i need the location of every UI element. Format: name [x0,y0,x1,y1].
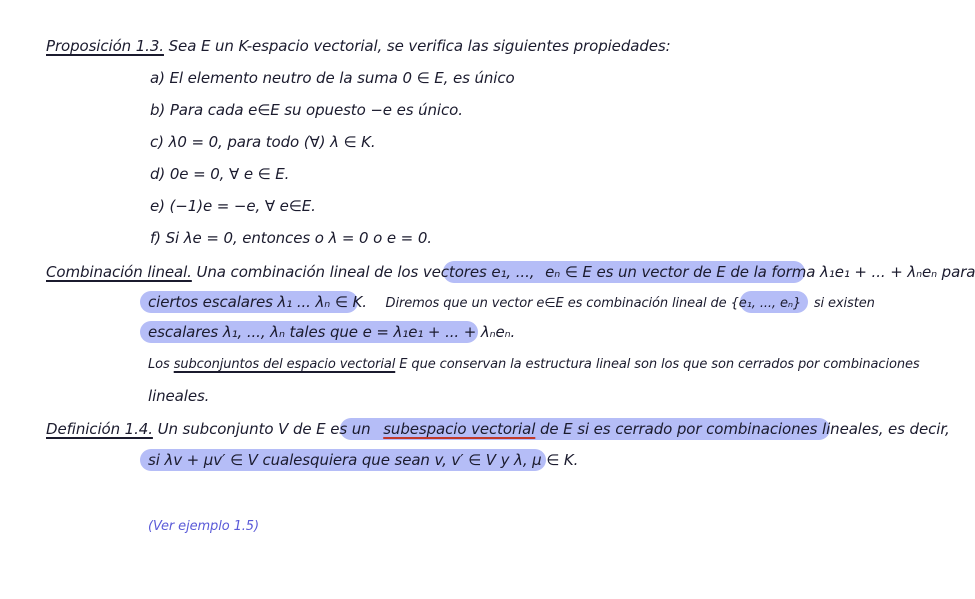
definition-line-2: si λv + μv′ ∈ V cualesquiera que sean v, v′ ∈ V y λ, μ ∈ K. [148,451,579,469]
property-c: c) λ0 = 0, para todo (∀) λ ∈ K. [150,133,376,151]
combination-line-4 [148,355,920,374]
proposition-intro-line [46,37,671,56]
definition-text-1a: Un subconjunto V de E es un [157,420,371,438]
combination-text-1b: eₙ ∈ E es un vector de E de la forma λ₁e₁ + ... + λₙeₙ para [545,263,975,281]
property-d: d) 0e = 0, ∀ e ∈ E. [150,165,290,183]
proposition-title: Proposición 1.3. [46,37,164,55]
example-reference-note: (Ver ejemplo 1.5) [148,519,259,534]
combination-text-1a: Una combinación lineal de los vectores e₁, ..., [196,263,535,281]
definition-text-1b: de E si es cerrado por combinaciones lineales, es decir, [539,420,950,438]
property-b: b) Para cada e∈E su opuesto −e es único. [150,101,463,119]
combination-line-1 [46,263,975,282]
combination-text-4b: E que conservan la estructura lineal son los que son cerrados por combinaciones [399,357,920,372]
combination-title: Combinación lineal. [46,263,192,281]
combination-line-3: escalares λ₁, ..., λₙ tales que e = λ₁e₁ + ... + λₙeₙ. [148,323,516,341]
combination-text-2a: ciertos escalares λ₁ ... λₙ ∈ K. [148,293,367,311]
proposition-intro: Sea E un K-espacio vectorial, se verifica las siguientes propiedades: [168,37,671,55]
combination-text-4a: Los [148,357,170,372]
definition-title: Definición 1.4. [46,420,153,438]
combination-text-2b: Diremos que un vector e∈E es combinación lineal de {e₁, ..., eₙ} [385,296,802,311]
property-f: f) Si λe = 0, entonces o λ = 0 o e = 0. [150,229,432,247]
combination-text-2c: si existen [813,296,875,311]
combination-line-2 [148,293,875,313]
combination-line-5: lineales. [148,387,210,405]
property-e: e) (−1)e = −e, ∀ e∈E. [150,197,316,215]
subsets-term: subconjuntos del espacio vectorial [173,357,396,372]
property-a: a) El elemento neutro de la suma 0 ∈ E, es único [150,69,515,87]
definition-line-1 [46,420,950,439]
subspace-term: subespacio vectorial [383,420,536,438]
